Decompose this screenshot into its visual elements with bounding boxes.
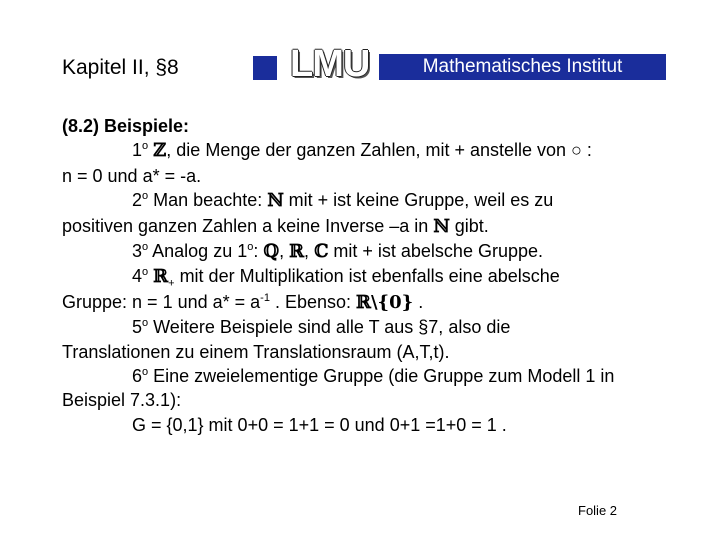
ordinal-mark: o bbox=[142, 317, 149, 330]
reals-symbol: ℝ bbox=[153, 266, 169, 288]
example-5-line bbox=[62, 315, 682, 339]
ordinal-mark: o bbox=[142, 366, 149, 379]
example-2-line bbox=[62, 188, 682, 213]
text-span: Gruppe: n = 1 und a* = a bbox=[62, 291, 261, 312]
item-number: 6 bbox=[132, 366, 143, 387]
item-number: 5 bbox=[132, 317, 143, 338]
example-4-line bbox=[62, 264, 682, 289]
text-span: gibt. bbox=[449, 215, 489, 236]
ordinal-mark: o bbox=[142, 190, 149, 203]
integers-symbol: ℤ bbox=[153, 140, 167, 162]
item-number: 4 bbox=[132, 266, 143, 287]
item-number: 1 bbox=[132, 140, 143, 161]
ordinal-mark: o bbox=[142, 266, 149, 279]
text-span: mit + ist abelsche Gruppe. bbox=[328, 241, 543, 262]
example-6-line bbox=[62, 364, 682, 388]
text-span: , die Menge der ganzen Zahlen, mit + anstelle von ○ : bbox=[166, 140, 592, 161]
inverse-exponent: -1 bbox=[260, 291, 270, 304]
chapter-title: Kapitel II, §8 bbox=[62, 56, 179, 79]
text-span: . bbox=[413, 291, 424, 312]
institute-banner: Mathematisches Institut bbox=[379, 54, 666, 80]
plus-subscript: + bbox=[168, 278, 175, 291]
example-6-cont: Beispiel 7.3.1): bbox=[62, 390, 182, 411]
slide-content bbox=[62, 114, 682, 437]
example-5-cont: Translationen zu einem Translationsraum (A,T,t). bbox=[62, 341, 450, 362]
example-4-cont bbox=[62, 290, 682, 315]
reals-minus-zero-symbol: ℝ\{0} bbox=[356, 291, 414, 313]
ordinal-mark: o bbox=[142, 241, 149, 254]
example-3-line bbox=[62, 239, 682, 264]
slide-number: Folie 2 bbox=[578, 503, 618, 518]
ordinal-mark: o bbox=[247, 241, 254, 254]
example-1-line bbox=[62, 138, 682, 163]
item-number: 3 bbox=[132, 241, 143, 262]
text-span: mit + ist keine Gruppe, weil es zu bbox=[283, 190, 554, 211]
example-2-cont bbox=[62, 214, 682, 239]
reals-symbol: ℝ bbox=[289, 241, 305, 263]
logo-square-icon bbox=[253, 56, 277, 80]
text-span: Analog zu 1 bbox=[148, 241, 248, 262]
example-6-formula: G = {0,1} mit 0+0 = 1+1 = 0 und 0+1 =1+0 = 1 . bbox=[132, 414, 507, 435]
ordinal-mark: o bbox=[142, 140, 149, 153]
text-span: mit der Multiplikation ist ebenfalls eine abelsche bbox=[174, 266, 560, 287]
item-number: 2 bbox=[132, 190, 143, 211]
text-span: Eine zweielementige Gruppe (die Gruppe zum Modell 1 in bbox=[148, 366, 615, 387]
text-span: , bbox=[279, 241, 290, 262]
text-span: . Ebenso: bbox=[269, 291, 356, 312]
complex-symbol: ℂ bbox=[314, 241, 329, 263]
text-span: Man beachte: bbox=[148, 190, 268, 211]
text-span: positiven ganzen Zahlen a keine Inverse –a in bbox=[62, 215, 434, 236]
section-heading: (8.2) Beispiele: bbox=[62, 116, 190, 136]
text-span: : bbox=[253, 241, 264, 262]
example-1-cont: n = 0 und a* = -a. bbox=[62, 165, 202, 186]
text-span: , bbox=[304, 241, 315, 262]
text-span: Weitere Beispiele sind alle T aus §7, also die bbox=[148, 317, 511, 338]
naturals-symbol: ℕ bbox=[267, 190, 284, 212]
rationals-symbol: ℚ bbox=[263, 241, 280, 263]
lmu-logo: LMU bbox=[290, 43, 370, 85]
naturals-symbol: ℕ bbox=[433, 215, 450, 237]
